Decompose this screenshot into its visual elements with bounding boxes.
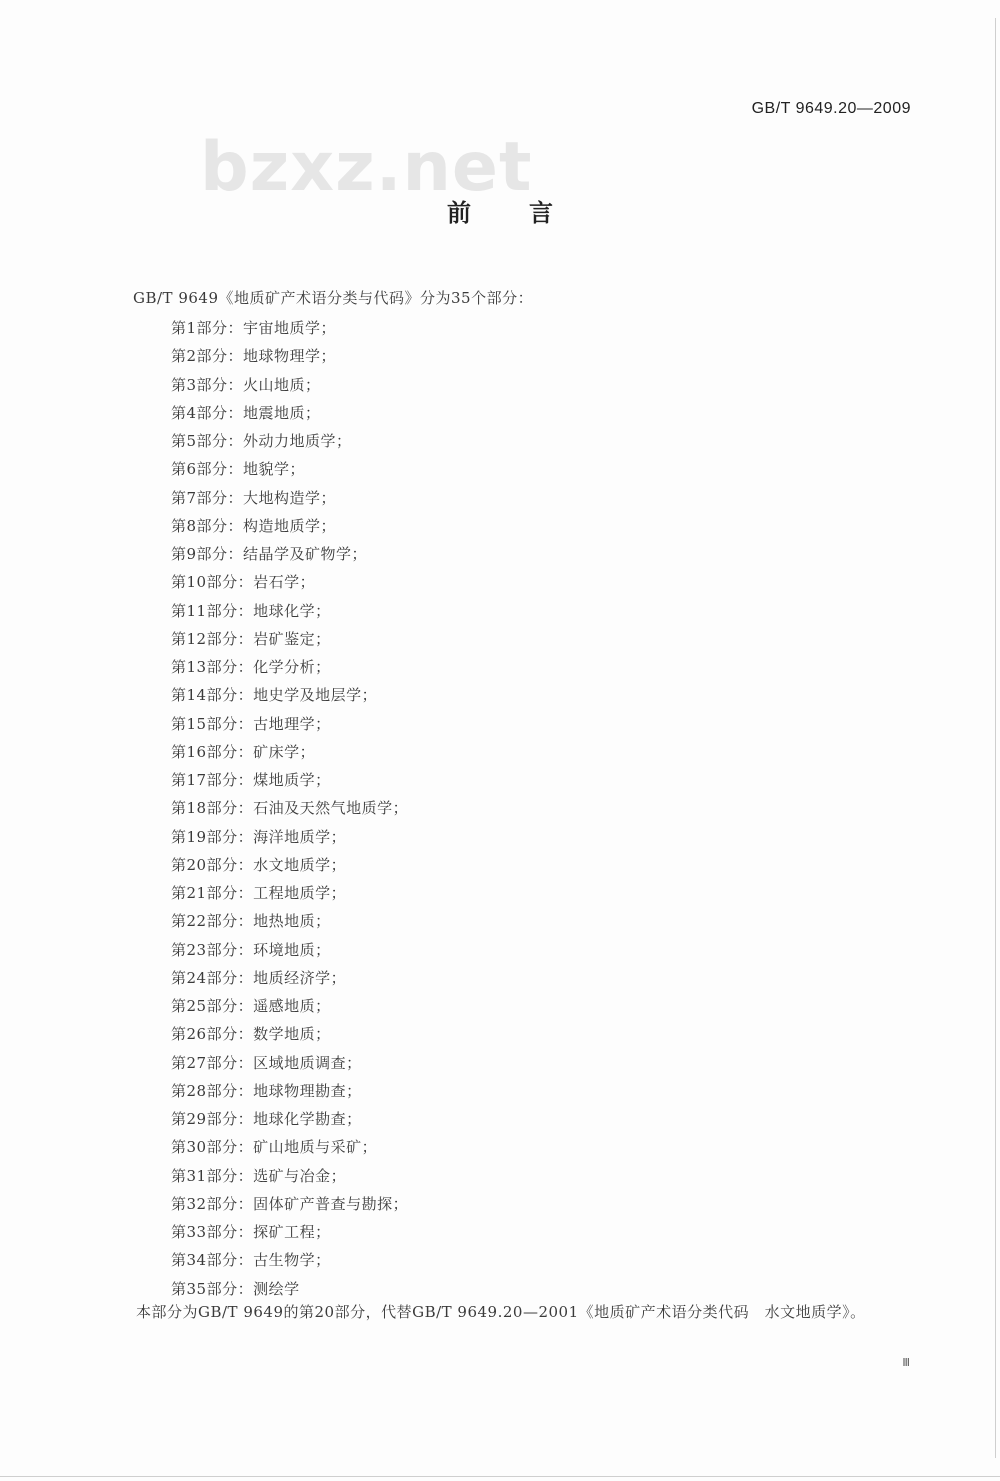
- part-list-item: 第15部分：古地理学；: [171, 714, 331, 733]
- part-list-item: 第14部分：地史学及地层学；: [171, 686, 378, 705]
- standard-code: GB/T 9649.20—2009: [751, 100, 911, 117]
- part-list-item: 第33部分：探矿工程；: [171, 1223, 331, 1241]
- page-number: Ⅲ: [902, 1357, 910, 1369]
- part-list-item: 第32部分：固体矿产普查与勘探；: [171, 1194, 409, 1213]
- page-title: 前言: [447, 199, 611, 227]
- part-list-item: 第19部分：海洋地质学；: [171, 827, 347, 846]
- part-list-item: 第22部分：地热地质；: [171, 912, 331, 931]
- part-list-item: 第18部分：石油及天然气地质学；: [171, 799, 409, 818]
- part-list-item: 第30部分：矿山地质与采矿；: [171, 1138, 378, 1157]
- part-list-item: 第1部分：宇宙地质学；: [171, 319, 337, 337]
- part-list-item: 第5部分：外动力地质学；: [171, 432, 352, 450]
- part-list-item: 第11部分：地球化学；: [171, 601, 331, 620]
- part-list-item: 第4部分：地震地质；: [171, 403, 321, 422]
- part-list: [171, 314, 408, 1303]
- intro-paragraph: GB/T 9649《地质矿产术语分类与代码》分为35个部分：: [133, 289, 534, 307]
- part-list-item: 第8部分：构造地质学；: [171, 516, 337, 535]
- replacement-note: 本部分为GB/T 9649的第20部分，代替GB/T 9649.20—2001《地质矿产术语分类代码 水文地质学》。: [136, 1303, 866, 1321]
- part-list-item: 第3部分：火山地质；: [171, 375, 321, 394]
- part-list-item: 第35部分：测绘学: [171, 1279, 300, 1298]
- part-list-item: 第24部分：地质经济学；: [171, 968, 347, 987]
- part-list-item: 第2部分：地球物理学；: [171, 347, 337, 366]
- part-list-item: 第13部分：化学分析；: [171, 658, 331, 676]
- part-list-item: 第28部分：地球物理勘查；: [171, 1081, 362, 1100]
- part-list-item: 第27部分：区域地质调查；: [171, 1053, 362, 1072]
- part-list-item: 第21部分：工程地质学；: [171, 884, 347, 902]
- part-list-item: 第20部分：水文地质学；: [171, 855, 347, 874]
- page-edge-right: [995, 18, 996, 1458]
- part-list-item: 第6部分：地貌学；: [171, 460, 306, 479]
- part-list-item: 第7部分：大地构造学；: [171, 488, 337, 507]
- part-list-item: 第10部分：岩石学；: [171, 573, 316, 592]
- part-list-item: 第31部分：选矿与冶金；: [171, 1166, 347, 1185]
- part-list-item: 第12部分：岩矿鉴定；: [171, 629, 331, 648]
- part-list-item: 第17部分：煤地质学；: [171, 771, 331, 789]
- page-edge-bottom: [0, 1476, 1000, 1477]
- part-list-item: 第23部分：环境地质；: [171, 940, 331, 959]
- part-list-item: 第25部分：遥感地质；: [171, 997, 331, 1015]
- part-list-item: 第26部分：数学地质；: [171, 1025, 331, 1044]
- watermark: bzxz.net: [200, 128, 533, 207]
- part-list-item: 第34部分：古生物学；: [171, 1251, 331, 1270]
- part-list-item: 第29部分：地球化学勘查；: [171, 1110, 362, 1128]
- part-list-item: 第16部分：矿床学；: [171, 742, 316, 761]
- part-list-item: 第9部分：结晶学及矿物学；: [171, 545, 368, 563]
